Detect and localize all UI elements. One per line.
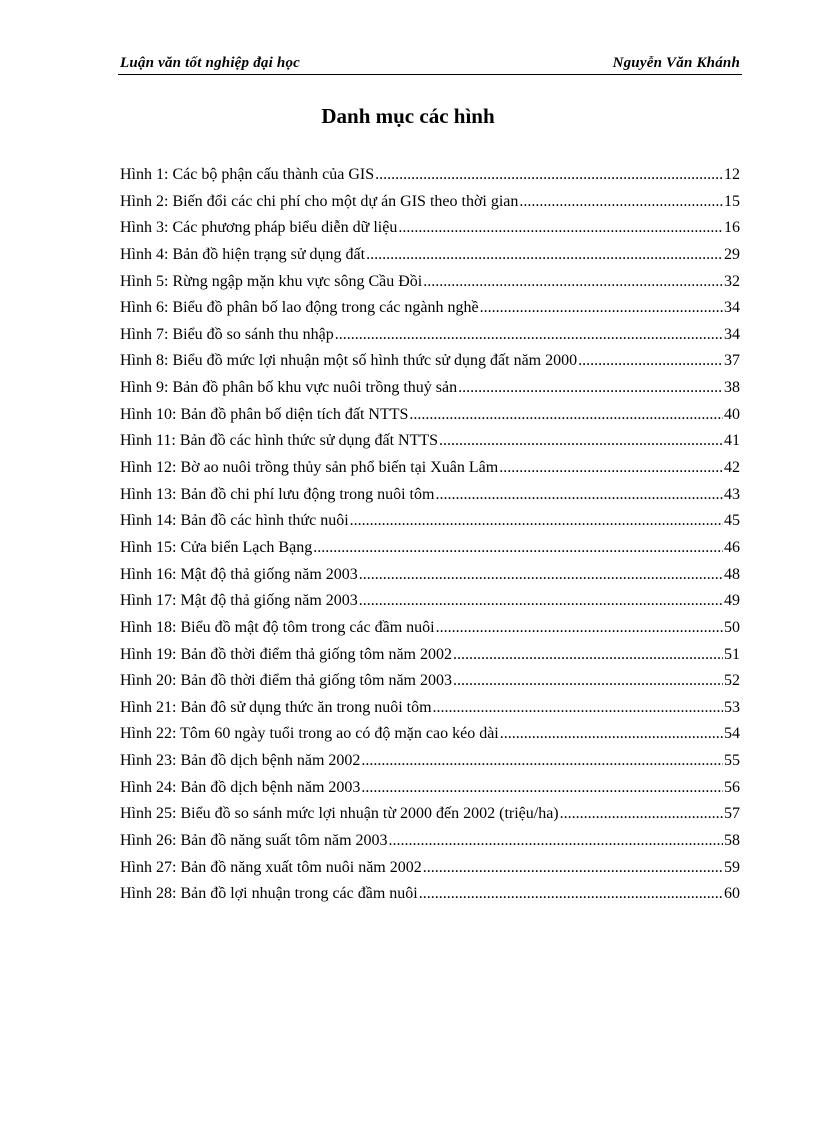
figure-entry <box>120 273 740 300</box>
dot-leader <box>578 352 723 370</box>
figure-entry-page-number: 50 <box>724 618 740 636</box>
figure-entry-page-number: 59 <box>724 858 740 876</box>
figure-entry-label: Hình 20: Bản đồ thời điểm thả giống tôm năm 2003 <box>120 672 452 690</box>
figure-entry-page-number: 40 <box>724 405 740 423</box>
dot-leader <box>409 406 723 424</box>
figure-entry <box>120 832 740 859</box>
figure-entry <box>120 752 740 779</box>
figure-entry <box>120 193 740 220</box>
figure-entry-label: Hình 10: Bản đồ phân bố diện tích đất NTTS <box>120 405 409 423</box>
dot-leader <box>560 805 723 823</box>
figure-entry <box>120 219 740 246</box>
dot-leader <box>453 646 723 664</box>
dot-leader <box>435 486 723 504</box>
figure-entry-page-number: 49 <box>724 592 740 610</box>
figure-entry-label: Hình 7: Biểu đồ so sánh thu nhập <box>120 325 334 343</box>
dot-leader <box>359 566 723 584</box>
figure-entry-label: Hình 22: Tôm 60 ngày tuổi trong ao có độ mặn cao kéo dài <box>120 725 499 743</box>
figure-entry-page-number: 43 <box>724 485 740 503</box>
figure-entry-label: Hình 13: Bản đồ chi phí lưu động trong nuôi tôm <box>120 485 435 503</box>
figure-entry-label: Hình 6: Biểu đồ phân bố lao động trong các ngành nghề <box>120 299 479 317</box>
figure-entry-label: Hình 2: Biến đổi các chi phí cho một dự án GIS theo thời gian <box>120 192 519 210</box>
figure-entry <box>120 246 740 273</box>
figure-entry <box>120 379 740 406</box>
figure-entry <box>120 619 740 646</box>
figure-entry <box>120 459 740 486</box>
figure-entry-label: Hình 19: Bản đồ thời điểm thả giống tôm năm 2002 <box>120 645 452 663</box>
dot-leader <box>439 432 723 450</box>
figure-entry-label: Hình 1: Các bộ phận cấu thành của GIS <box>120 166 375 183</box>
figure-entry <box>120 779 740 806</box>
dot-leader <box>366 246 723 264</box>
figure-entry-label: Hình 26: Bản đồ năng suất tôm năm 2003 <box>120 832 388 850</box>
dot-leader <box>519 193 723 211</box>
figure-entry-page-number: 56 <box>724 778 740 796</box>
dot-leader <box>458 379 723 397</box>
dot-leader <box>335 326 723 344</box>
figure-entry <box>120 406 740 433</box>
figure-entry-page-number: 41 <box>724 432 740 450</box>
figure-entry-page-number: 58 <box>724 832 740 850</box>
dot-leader <box>423 859 723 877</box>
figure-entry-page-number: 16 <box>724 219 740 237</box>
dot-leader <box>398 219 723 237</box>
figure-list <box>120 166 740 912</box>
figure-entry-page-number: 12 <box>724 166 740 183</box>
figure-entry-page-number: 34 <box>724 299 740 317</box>
figure-entry <box>120 885 740 912</box>
dot-leader <box>480 299 723 317</box>
dot-leader <box>436 619 723 637</box>
dot-leader <box>361 779 723 797</box>
figure-entry <box>120 512 740 539</box>
figure-entry-page-number: 54 <box>724 725 740 743</box>
dot-leader <box>499 459 723 477</box>
dot-leader <box>453 672 723 690</box>
figure-entry-label: Hình 12: Bờ ao nuôi trồng thủy sản phổ biến tại Xuân Lâm <box>120 459 499 477</box>
dot-leader <box>361 752 723 770</box>
dot-leader <box>350 512 723 530</box>
figure-entry <box>120 326 740 353</box>
dot-leader <box>359 592 723 610</box>
figure-entry-page-number: 60 <box>724 885 740 903</box>
dot-leader <box>375 166 723 184</box>
figure-entry-label: Hình 9: Bản đồ phân bố khu vực nuôi trồng thuỷ sản <box>120 379 458 397</box>
figure-entry <box>120 592 740 619</box>
figure-entry-label: Hình 5: Rừng ngập mặn khu vực sông Cầu Đồi <box>120 272 423 290</box>
figure-entry <box>120 646 740 673</box>
figure-entry <box>120 352 740 379</box>
page-header <box>120 48 740 72</box>
figure-entry-page-number: 38 <box>724 379 740 397</box>
figure-entry-page-number: 55 <box>724 752 740 770</box>
header-divider <box>118 74 742 75</box>
figure-entry <box>120 805 740 832</box>
figure-entry-label: Hình 4: Bản đồ hiện trạng sử dụng đất <box>120 245 366 263</box>
figure-entry-label: Hình 8: Biểu đồ mức lợi nhuận một số hình thức sử dụng đất năm 2000 <box>120 352 578 370</box>
figure-entry-page-number: 42 <box>724 459 740 477</box>
figure-entry-label: Hình 21: Bản đô sử dụng thức ăn trong nuôi tôm <box>120 698 432 716</box>
figure-entry-page-number: 53 <box>724 698 740 716</box>
figure-entry <box>120 725 740 752</box>
dot-leader <box>313 539 723 557</box>
figure-entry <box>120 299 740 326</box>
header-thesis-title: Luận văn tốt nghiệp đại học <box>120 55 301 71</box>
dot-leader <box>419 885 723 903</box>
figure-entry-label: Hình 16: Mật độ thả giống năm 2003 <box>120 565 358 583</box>
figure-entry-page-number: 15 <box>724 192 740 210</box>
figure-entry-label: Hình 24: Bản đồ dịch bệnh năm 2003 <box>120 778 361 796</box>
figure-entry-label: Hình 15: Cửa biển Lạch Bạng <box>120 538 313 556</box>
header-author-name: Nguyễn Văn Khánh <box>612 55 740 71</box>
figure-entry-label: Hình 28: Bản đồ lợi nhuận trong các đầm nuôi <box>120 885 418 903</box>
figure-entry-page-number: 52 <box>724 672 740 690</box>
figure-entry-page-number: 45 <box>724 512 740 530</box>
figure-entry-label: Hình 18: Biểu đồ mật độ tôm trong các đầm nuôi <box>120 618 435 636</box>
figure-entry <box>120 539 740 566</box>
figure-entry-page-number: 37 <box>724 352 740 370</box>
figure-entry-label: Hình 14: Bản đồ các hình thức nuôi <box>120 512 349 530</box>
figure-entry-page-number: 29 <box>724 245 740 263</box>
figure-entry-label: Hình 27: Bản đồ năng xuất tôm nuôi năm 2002 <box>120 858 422 876</box>
dot-leader <box>500 725 723 743</box>
figure-entry-page-number: 48 <box>724 565 740 583</box>
figure-entry-page-number: 34 <box>724 325 740 343</box>
figure-entry-label: Hình 23: Bản đồ dịch bệnh năm 2002 <box>120 752 361 770</box>
figure-entry-label: Hình 25: Biểu đồ so sánh mức lợi nhuận từ 2000 đến 2002 (triệu/ha) <box>120 805 559 823</box>
dot-leader <box>389 832 723 850</box>
page-title: Danh mục các hình <box>321 104 495 128</box>
figure-entry-page-number: 57 <box>724 805 740 823</box>
dot-leader <box>423 273 723 291</box>
figure-entry-page-number: 51 <box>724 645 740 663</box>
figure-entry <box>120 432 740 459</box>
figure-entry <box>120 566 740 593</box>
figure-entry <box>120 699 740 726</box>
figure-entry-label: Hình 3: Các phương pháp biểu diễn dữ liệu <box>120 219 398 237</box>
figure-entry-label: Hình 17: Mật độ thả giống năm 2003 <box>120 592 358 610</box>
figure-entry-page-number: 32 <box>724 272 740 290</box>
figure-entry <box>120 486 740 513</box>
figure-entry-page-number: 46 <box>724 538 740 556</box>
figure-entry <box>120 166 740 193</box>
figure-entry <box>120 672 740 699</box>
figure-entry <box>120 859 740 886</box>
dot-leader <box>433 699 723 717</box>
figure-entry-label: Hình 11: Bản đồ các hình thức sử dụng đất NTTS <box>120 432 439 450</box>
